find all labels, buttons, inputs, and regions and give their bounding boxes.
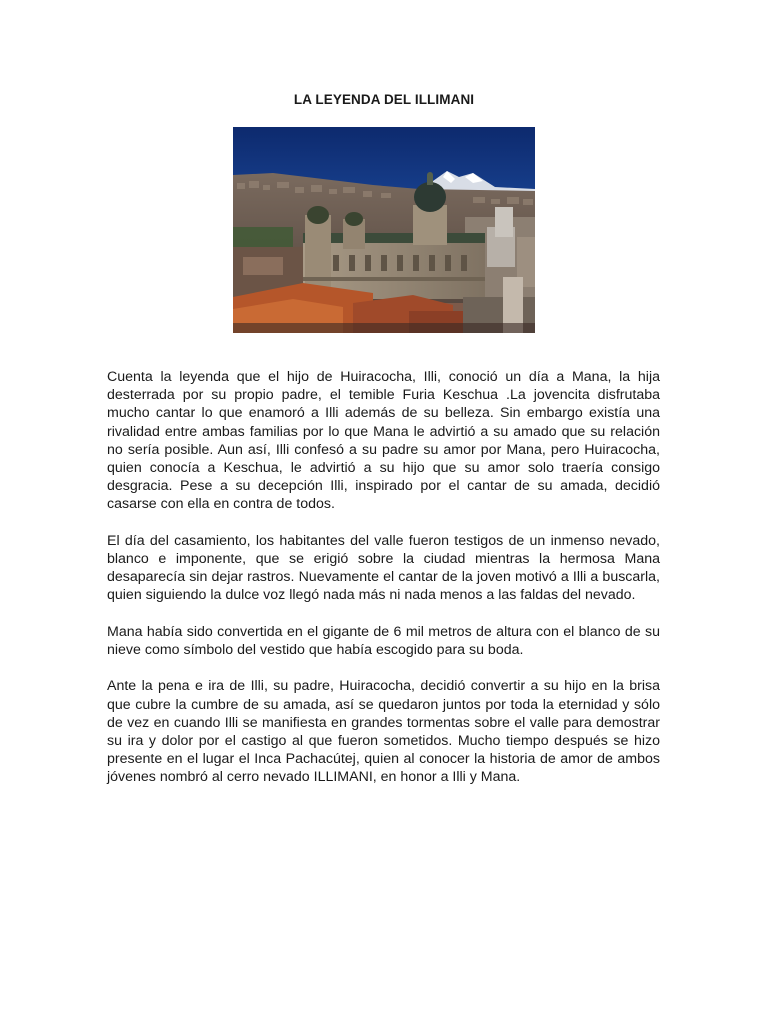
paragraph-3: Mana había sido convertida en el gigante de 6 mil metros de altura con el blanco de su nieve como símbolo del vestido que había escogido para su boda. — [107, 623, 660, 659]
cathedral-photo — [233, 127, 535, 333]
paragraph-1: Cuenta la leyenda que el hijo de Huiracocha, Illi, conoció un día a Mana, la hija desterrada por su propio padre, el temible Furia Keschua .La jovencita disfrutaba mucho cantar lo que enamoró a Illi además de su belleza. Sin embargo existía una rivalidad entre ambas familias por lo que Mana le advirtió a su amado que su relación no sería posible. Aun así, Illi confesó a su padre su amor por Mana, pero Huiracocha, quien conocía a Keschua, le advirtió a su hijo que su amor solo traería consigo desgracia. Pese a su decepción Illi, inspirado por el cantar de su amada, decidió casarse con ella en contra de todos. — [107, 369, 660, 513]
paragraph-2: El día del casamiento, los habitantes del valle fueron testigos de un inmenso nevado, blanco e imponente, que se erigió sobre la ciudad mientras la hermosa Mana desaparecía sin dejar rastros. Nuevamente el cantar de la joven motivó a Illi a buscarla, quien siguiendo la dulce voz llegó nada más ni nada menos a las faldas del nevado. — [107, 532, 660, 604]
document-title: LA LEYENDA DEL ILLIMANI — [293, 92, 475, 107]
document-body — [107, 368, 660, 805]
paragraph-4: Ante la pena e ira de Illi, su padre, Huiracocha, decidió convertir a su hijo en la brisa que cubre la cumbre de su amada, así se quedaron juntos por toda la eternidad y sólo de vez en cuando Illi se manifiesta en grandes tormentas sobre el valle para demostrar su ira y dolor por el castigo al que fueron sometidos. Mucho tiempo después se hizo presente en el lugar el Inca Pachacútej, quien al conocer la historia de amor de ambos jóvenes nombró al cerro nevado ILLIMANI, en honor a Illi y Mana. — [107, 678, 660, 786]
